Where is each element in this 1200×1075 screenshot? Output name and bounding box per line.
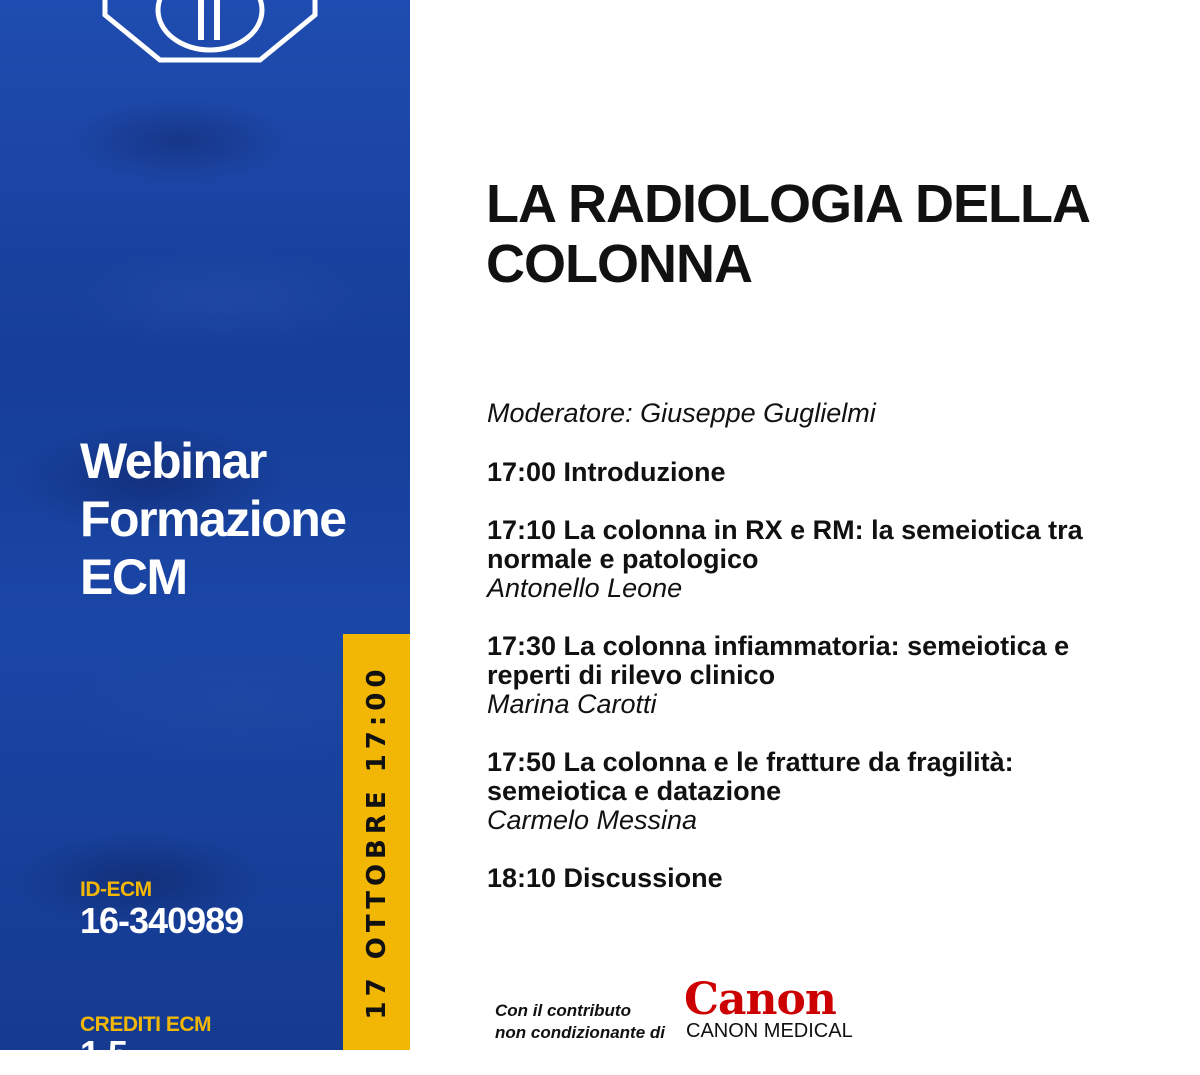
agenda-title-line: 17:00 Introduzione — [487, 457, 726, 487]
agenda-title-line: 18:10 Discussione — [487, 863, 723, 893]
sponsor-text — [495, 1000, 665, 1044]
page-title — [486, 174, 1166, 294]
agenda-title — [487, 864, 1167, 893]
agenda-speaker: Antonello Leone — [487, 573, 683, 603]
agenda-title-line: semeiotica e datazione — [487, 776, 782, 806]
agenda-title-line: normale e patologico — [487, 544, 759, 574]
sponsor-line: Con il contributo — [495, 1001, 631, 1020]
webinar-line: Webinar — [80, 433, 266, 489]
agenda-title — [487, 516, 1167, 574]
agenda-title-line: reperti di rilevo clinico — [487, 660, 776, 690]
credits-label: CREDITI ECM — [80, 1013, 211, 1036]
agenda-item — [487, 864, 1167, 893]
event-date: 17 OTTOBRE 17:00 — [361, 664, 392, 1020]
agenda-title-line: 17:10 La colonna in RX e RM: la semeiotica tra — [487, 515, 1083, 545]
id-ecm-label: ID-ECM — [80, 878, 152, 901]
credits-value: 1,5 — [80, 1033, 128, 1074]
agenda-speaker: Marina Carotti — [487, 689, 657, 719]
agenda-title-line: 17:30 La colonna infiammatoria: semeiotica e — [487, 631, 1070, 661]
agenda-item — [487, 516, 1167, 603]
title-line: LA RADIOLOGIA DELLA — [486, 174, 1090, 234]
agenda-speaker: Carmelo Messina — [487, 805, 698, 835]
webinar-line: Formazione — [80, 491, 346, 547]
sponsor-line: non condizionante di — [495, 1023, 665, 1042]
id-ecm-value: 16-340989 — [80, 900, 244, 941]
agenda-title — [487, 458, 1167, 487]
date-banner — [343, 634, 410, 1050]
agenda-title-line: 17:50 La colonna e le fratture da fragilità: — [487, 747, 1014, 777]
society-logo — [100, 0, 320, 65]
moderator: Moderatore: Giuseppe Guglielmi — [487, 398, 876, 428]
agenda-item — [487, 748, 1167, 835]
left-panel — [0, 0, 410, 1074]
title-line: COLONNA — [486, 234, 752, 294]
webinar-line: ECM — [80, 549, 187, 605]
program-list — [487, 458, 1167, 893]
agenda-title — [487, 632, 1167, 690]
agenda-item — [487, 632, 1167, 719]
webinar-title — [80, 432, 400, 606]
canon-medical-text: CANON MEDICAL — [686, 1020, 853, 1042]
canon-logo: Canon — [684, 974, 836, 1025]
agenda-item — [487, 458, 1167, 487]
agenda-title — [487, 748, 1167, 806]
